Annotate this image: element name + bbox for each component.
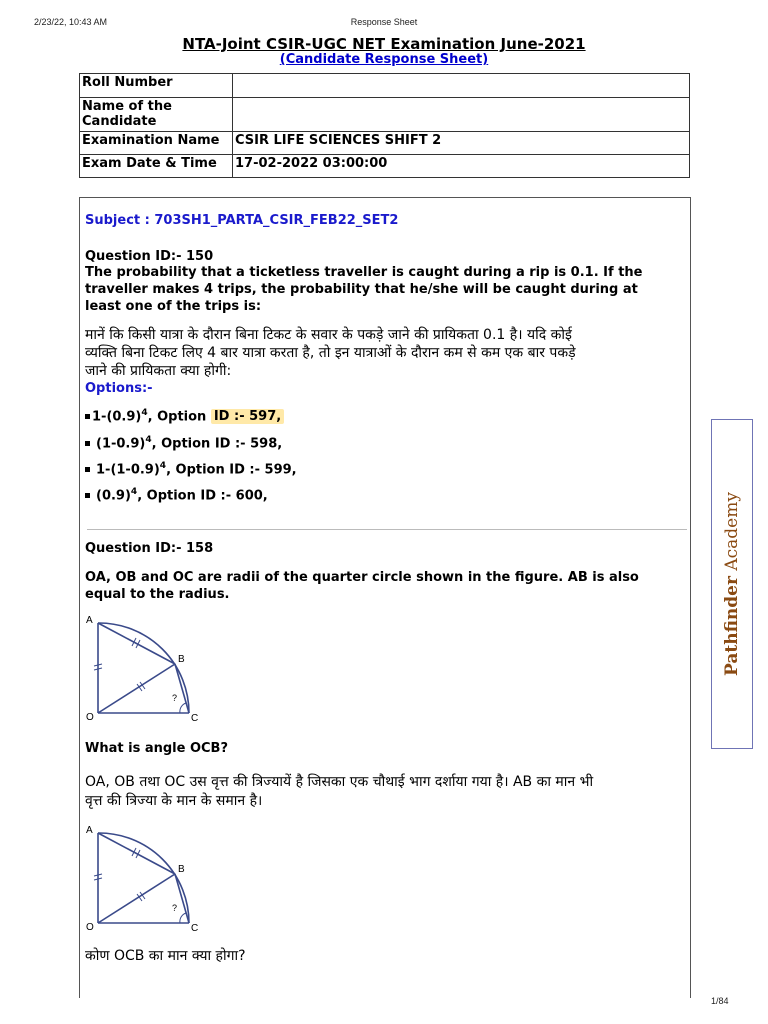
info-value: CSIR LIFE SCIENCES SHIFT 2 — [233, 132, 690, 155]
info-value — [233, 98, 690, 132]
bullet-icon — [85, 441, 90, 446]
info-label: Examination Name — [80, 132, 233, 155]
figure-label-a: A — [86, 615, 93, 626]
figure-label-b: B — [178, 864, 185, 875]
table-row — [80, 155, 690, 178]
figure-label-b: B — [178, 654, 185, 665]
figure-label-angle: ? — [172, 903, 178, 913]
question-text-hindi-line: मानें कि किसी यात्रा के दौरान बिना टिकट के सवार के पकड़े जाने की प्रायिकता 0.1 है। यदि कोई — [85, 327, 572, 343]
options-label: Options:- — [85, 381, 153, 396]
watermark-rest: Academy — [722, 492, 742, 577]
option-item — [85, 432, 282, 452]
question-text-line: The probability that a ticketless traveller is caught during a rip is 0.1. If the — [85, 265, 643, 280]
bullet-icon — [85, 414, 90, 419]
print-page-title: Response Sheet — [350, 17, 418, 27]
quarter-circle-figure — [84, 612, 209, 724]
table-row — [80, 74, 690, 98]
figure-label-a: A — [86, 825, 93, 836]
option-exponent: 4 — [145, 435, 152, 445]
figure-label-c: C — [191, 713, 199, 724]
question-text-hindi-line: OA, OB तथा OC उस वृत्त की त्रिज्यायें है जिसका एक चौथाई भाग दर्शाया गया है। AB का मान भी — [85, 774, 594, 790]
question-text-line: OA, OB and OC are radii of the quarter circle shown in the figure. AB is also — [85, 570, 639, 585]
question-text-line: least one of the trips is: — [85, 299, 262, 314]
quarter-circle-figure-hindi — [84, 822, 209, 934]
question-divider — [87, 529, 687, 530]
watermark-box — [711, 419, 753, 749]
info-label: Name of the Candidate — [80, 98, 233, 132]
question-prompt-hindi: कोण OCB का मान क्या होगा? — [85, 948, 246, 964]
question-id: Question ID:- 150 — [85, 249, 214, 264]
figure-label-c: C — [191, 923, 199, 934]
option-exponent: 4 — [159, 461, 167, 471]
option-expression: 1-(1-0.9) — [96, 462, 160, 478]
option-expression: (1-0.9) — [96, 436, 146, 452]
print-datetime: 2/23/22, 10:43 AM — [34, 17, 108, 27]
option-tail: , Option ID :- 600, — [137, 488, 268, 504]
option-item — [85, 484, 268, 504]
document-subtitle: (Candidate Response Sheet) — [279, 52, 489, 67]
option-expression: (0.9) — [96, 488, 131, 504]
option-expression: 1-(0.9) — [92, 409, 142, 425]
option-tail: , Option ID :- 598, — [151, 436, 283, 452]
info-label: Roll Number — [80, 74, 233, 98]
option-item — [85, 458, 297, 478]
bullet-icon — [85, 493, 90, 498]
figure-label-o: O — [86, 922, 94, 933]
info-value — [233, 74, 690, 98]
info-label: Exam Date & Time — [80, 155, 233, 178]
subject-heading: Subject : 703SH1_PARTA_CSIR_FEB22_SET2 — [85, 213, 399, 228]
info-value: 17-02-2022 03:00:00 — [233, 155, 690, 178]
question-text-line: traveller makes 4 trips, the probability that he/she will be caught during at — [85, 282, 638, 297]
candidate-info-table — [79, 73, 690, 178]
question-id: Question ID:- 158 — [85, 541, 214, 556]
question-text-line: equal to the radius. — [85, 587, 230, 602]
page-number: 1/84 — [711, 996, 729, 1006]
figure-label-angle: ? — [172, 693, 178, 703]
bullet-icon — [85, 467, 90, 472]
question-prompt: What is angle OCB? — [85, 741, 228, 756]
document-title: NTA-Joint CSIR-UGC NET Examination June-2021 — [182, 35, 586, 53]
table-row — [80, 98, 690, 132]
watermark-brand: Pathfinder — [722, 576, 742, 676]
option-tail: , Option — [147, 409, 211, 425]
table-row — [80, 132, 690, 155]
question-text-hindi-line: वृत्त की त्रिज्या के मान के समान है। — [85, 793, 263, 809]
option-exponent: 4 — [130, 487, 138, 497]
option-exponent: 4 — [141, 408, 148, 418]
question-text-hindi-line: जाने की प्रायिकता क्या होगी: — [85, 363, 232, 379]
question-text-hindi-line: व्यक्ति बिना टिकट लिए 4 बार यात्रा करता है, तो इन यात्राओं के दौरान कम से कम एक बार पकड़े — [85, 345, 576, 361]
figure-label-o: O — [86, 712, 94, 723]
watermark-text — [722, 492, 742, 676]
option-tail: , Option ID :- 599, — [166, 462, 297, 478]
option-item — [85, 405, 284, 425]
option-id-highlight: ID :- 597, — [211, 409, 284, 424]
